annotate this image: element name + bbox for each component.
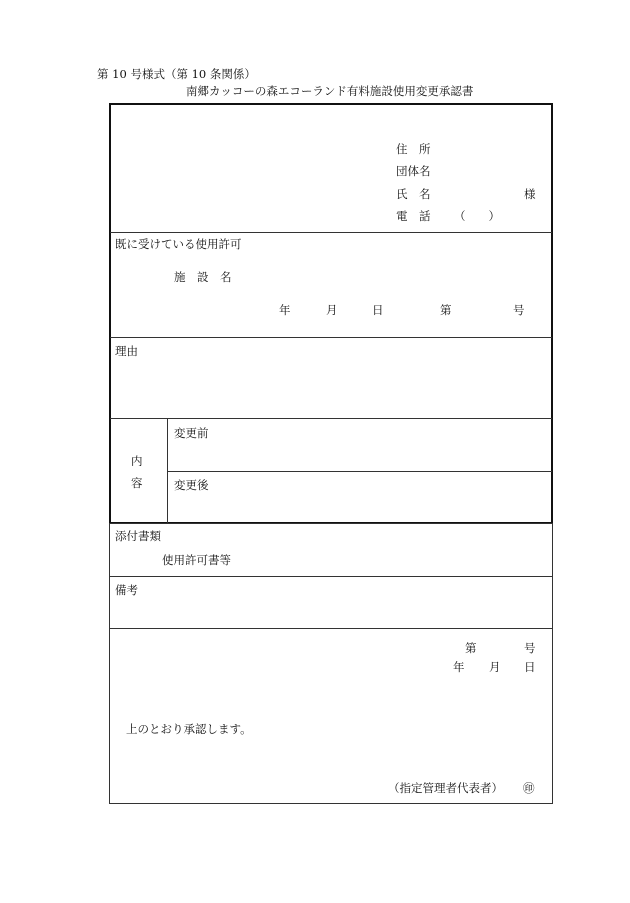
permit-dai: 第 xyxy=(440,303,452,317)
divider-before-after xyxy=(167,471,552,472)
approval-signer: （指定管理者代表者） xyxy=(388,781,503,795)
divider-remarks xyxy=(110,628,552,629)
attachments-label: 添付書類 xyxy=(115,529,161,543)
permit-go: 号 xyxy=(513,303,525,317)
form-number: 第 10 号様式（第 10 条関係） xyxy=(97,67,256,81)
permit-year: 年 xyxy=(279,303,291,317)
divider-applicant xyxy=(110,232,552,233)
permit-day: 日 xyxy=(372,303,384,317)
seal-mark: ㊞ xyxy=(523,781,535,795)
content-label-top: 内 xyxy=(131,454,143,468)
remarks-label: 備考 xyxy=(115,583,138,597)
before-change-label: 変更前 xyxy=(174,426,209,440)
divider-attachments xyxy=(110,576,552,577)
approval-dai: 第 xyxy=(465,641,477,655)
form-title: 南郷カッコーの森エコーランド有料施設使用変更承認書 xyxy=(186,84,474,98)
approval-statement: 上のとおり承認します。 xyxy=(126,722,252,736)
after-change-label: 変更後 xyxy=(174,478,209,492)
divider-reason xyxy=(110,418,552,419)
divider-permit xyxy=(110,337,552,338)
phone-parens: （ ） xyxy=(454,209,500,223)
name-label: 氏 名 xyxy=(396,187,431,201)
approval-go: 号 xyxy=(524,641,536,655)
approval-year: 年 xyxy=(453,660,465,674)
content-label-bottom: 容 xyxy=(131,476,143,490)
approval-month: 月 xyxy=(489,660,501,674)
approval-day: 日 xyxy=(524,660,536,674)
honorific: 様 xyxy=(524,187,536,201)
existing-permit-label: 既に受けている使用許可 xyxy=(115,237,242,251)
divider-content-label xyxy=(167,419,168,523)
permit-month: 月 xyxy=(326,303,338,317)
facility-name-label: 施 設 名 xyxy=(174,270,232,284)
attachments-item: 使用許可書等 xyxy=(162,553,231,567)
group-name-label: 団体名 xyxy=(396,164,431,178)
phone-label: 電 話 xyxy=(396,209,431,223)
reason-label: 理由 xyxy=(115,344,138,358)
address-label: 住 所 xyxy=(396,142,431,156)
